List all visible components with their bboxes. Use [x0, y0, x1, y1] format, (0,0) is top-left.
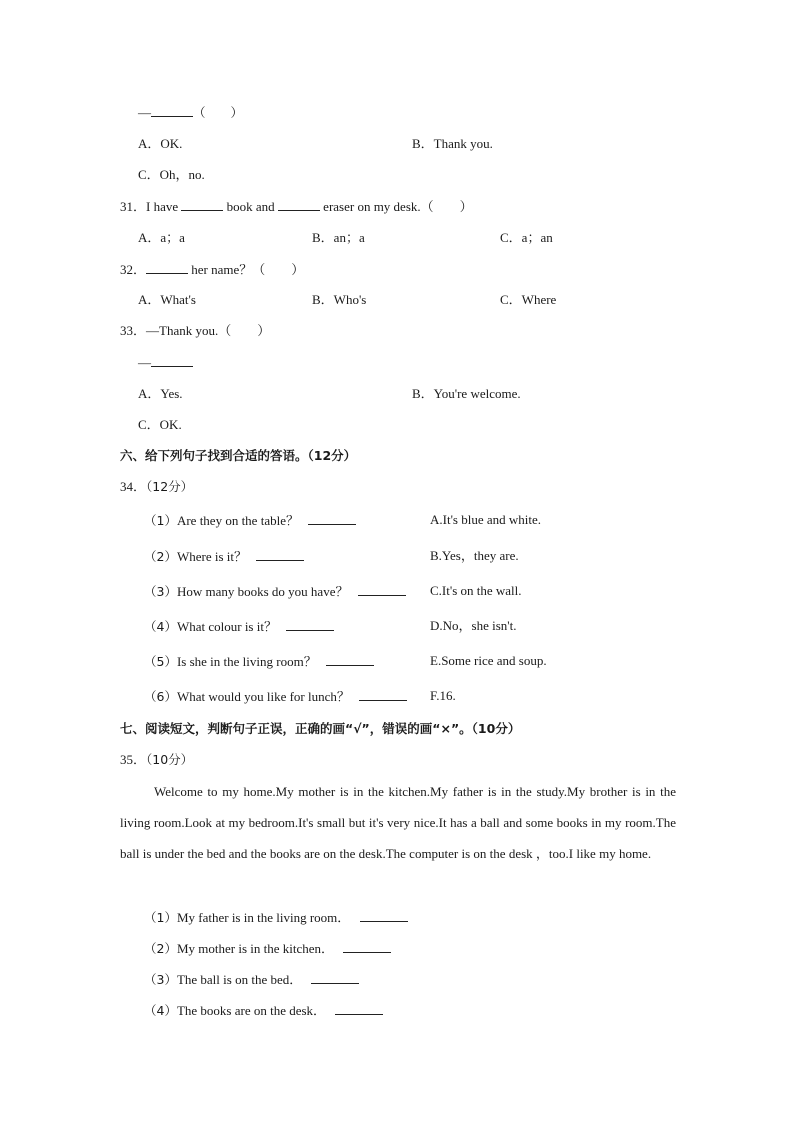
- statement-text: The books are on the desk．: [176, 1003, 327, 1018]
- q33-option-a[interactable]: [138, 386, 183, 402]
- sub-number: （1）: [144, 513, 177, 528]
- question-score: （12分）: [146, 479, 194, 494]
- answer-blank[interactable]: [151, 104, 193, 117]
- option-label: A．: [138, 292, 161, 307]
- q31-option-a[interactable]: [138, 230, 185, 246]
- sub-number: （6）: [144, 689, 177, 704]
- answer-paren: （ ）: [193, 105, 244, 120]
- answer-blank[interactable]: [335, 1002, 383, 1015]
- option-label: A．: [138, 386, 161, 401]
- sub-number: （5）: [144, 654, 177, 669]
- q30-stem: [138, 104, 243, 121]
- q34-header: [120, 479, 193, 495]
- q34-item: [144, 583, 406, 600]
- sub-question: How many books do you have？: [176, 584, 349, 599]
- sub-number: （2）: [144, 549, 177, 564]
- answer-blank[interactable]: [343, 940, 391, 953]
- q34-item: [144, 653, 374, 670]
- sub-number: （2）: [144, 941, 177, 956]
- sub-question: What colour is it？: [176, 619, 277, 634]
- answer-blank[interactable]: [151, 354, 193, 367]
- q35-header: [120, 752, 193, 768]
- question-number: 35．: [120, 752, 147, 767]
- q34-answer-option: C.It's on the wall.: [430, 583, 522, 598]
- option-text: Oh，no.: [159, 167, 205, 182]
- q34-answer-option: E.Some rice and soup.: [430, 653, 547, 668]
- sub-question: What would you like for lunch？: [176, 689, 350, 704]
- sub-question: Are they on the table？: [176, 513, 299, 528]
- option-text: OK.: [160, 136, 183, 151]
- option-label: C．: [500, 292, 522, 307]
- question-number: 34．: [120, 479, 147, 494]
- question-score: （10分）: [146, 752, 194, 767]
- q32-stem: [120, 261, 304, 278]
- option-text: OK.: [159, 417, 182, 432]
- option-text: What's: [160, 292, 196, 307]
- stem-text: —Thank you.（ ）: [146, 323, 271, 338]
- q34-answer-option: B.Yes，they are.: [430, 548, 519, 563]
- answer-blank[interactable]: [278, 198, 320, 211]
- q30-option-b[interactable]: [412, 136, 493, 152]
- stem-text: book and: [226, 199, 275, 214]
- q33-option-c[interactable]: [138, 417, 182, 433]
- answer-blank[interactable]: [359, 688, 407, 701]
- q34-answer-option: D.No，she isn't.: [430, 618, 517, 633]
- option-text: a；a: [160, 230, 185, 245]
- answer-blank[interactable]: [358, 583, 406, 596]
- statement-text: The ball is on the bed．: [176, 972, 303, 987]
- answer-blank[interactable]: [181, 198, 223, 211]
- q30-option-a[interactable]: [138, 136, 182, 152]
- q34-item: [144, 512, 356, 529]
- option-text: You're welcome.: [433, 386, 521, 401]
- q33-option-b[interactable]: [412, 386, 521, 402]
- q35-statement: [144, 940, 391, 957]
- sub-number: （1）: [144, 910, 177, 925]
- option-text: a；an: [521, 230, 553, 245]
- answer-blank[interactable]: [308, 512, 356, 525]
- answer-blank[interactable]: [146, 261, 188, 274]
- passage-text: Welcome to my home.My mother is in the kitchen.My father is in the study.My brother is in the living room.Look at my bedroom.It's small but it's very nice.It has a ball and some books in my room.The ball is under the bed and the books are on the desk.The computer is on the desk ，too.I like my home.: [120, 784, 676, 861]
- q31-option-b[interactable]: [312, 230, 365, 246]
- option-label: B．: [412, 136, 434, 151]
- q35-statement: [144, 909, 408, 926]
- q30-option-c[interactable]: [138, 167, 205, 183]
- answer-blank[interactable]: [360, 909, 408, 922]
- option-label: B．: [312, 230, 334, 245]
- option-label: A．: [138, 230, 161, 245]
- q33-reply: [138, 354, 193, 371]
- q34-answer-option: F.16.: [430, 688, 456, 703]
- q34-item: [144, 618, 334, 635]
- sub-number: （3）: [144, 584, 177, 599]
- section-6-title: 六、给下列句子找到合适的答语。（12分）: [120, 448, 357, 463]
- option-text: Yes.: [160, 386, 183, 401]
- question-number: 32．: [120, 262, 147, 277]
- option-label: C．: [138, 167, 160, 182]
- option-label: C．: [138, 417, 160, 432]
- option-text: an；a: [333, 230, 365, 245]
- question-number: 33．: [120, 323, 147, 338]
- option-label: B．: [312, 292, 334, 307]
- option-label: A．: [138, 136, 161, 151]
- dash: —: [138, 105, 151, 120]
- sub-number: （3）: [144, 972, 177, 987]
- option-label: C．: [500, 230, 522, 245]
- statement-text: My mother is in the kitchen．: [176, 941, 335, 956]
- option-text: Where: [521, 292, 557, 307]
- option-text: Who's: [333, 292, 367, 307]
- option-label: B．: [412, 386, 434, 401]
- stem-text: eraser on my desk.（ ）: [323, 199, 473, 214]
- q35-statement: [144, 1002, 383, 1019]
- q32-option-c[interactable]: [500, 292, 556, 308]
- section-7-title: 七、阅读短文，判断句子正误，正确的画“√”，错误的画“×”。（10分）: [120, 721, 521, 736]
- q34-item: [144, 688, 407, 705]
- q32-option-b[interactable]: [312, 292, 366, 308]
- q34-answer-option: A.It's blue and white.: [430, 512, 542, 527]
- statement-text: My father is in the living room．: [176, 910, 351, 925]
- sub-question: Where is it？: [176, 549, 247, 564]
- answer-blank[interactable]: [326, 653, 374, 666]
- sub-number: （4）: [144, 1003, 177, 1018]
- answer-blank[interactable]: [311, 971, 359, 984]
- sub-question: Is she in the living room？: [176, 654, 317, 669]
- answer-blank[interactable]: [256, 548, 304, 561]
- reading-passage: [120, 776, 676, 869]
- q31-stem: [120, 198, 473, 215]
- option-text: Thank you.: [433, 136, 493, 151]
- dash: —: [138, 355, 151, 370]
- question-number: 31．: [120, 199, 147, 214]
- q31-option-c[interactable]: [500, 230, 553, 246]
- answer-blank[interactable]: [286, 618, 334, 631]
- q34-item: [144, 548, 304, 565]
- stem-text: her name？（ ）: [191, 262, 305, 277]
- q32-option-a[interactable]: [138, 292, 196, 308]
- q33-stem: [120, 323, 270, 339]
- q35-statement: [144, 971, 359, 988]
- stem-text: I have: [146, 199, 179, 214]
- sub-number: （4）: [144, 619, 177, 634]
